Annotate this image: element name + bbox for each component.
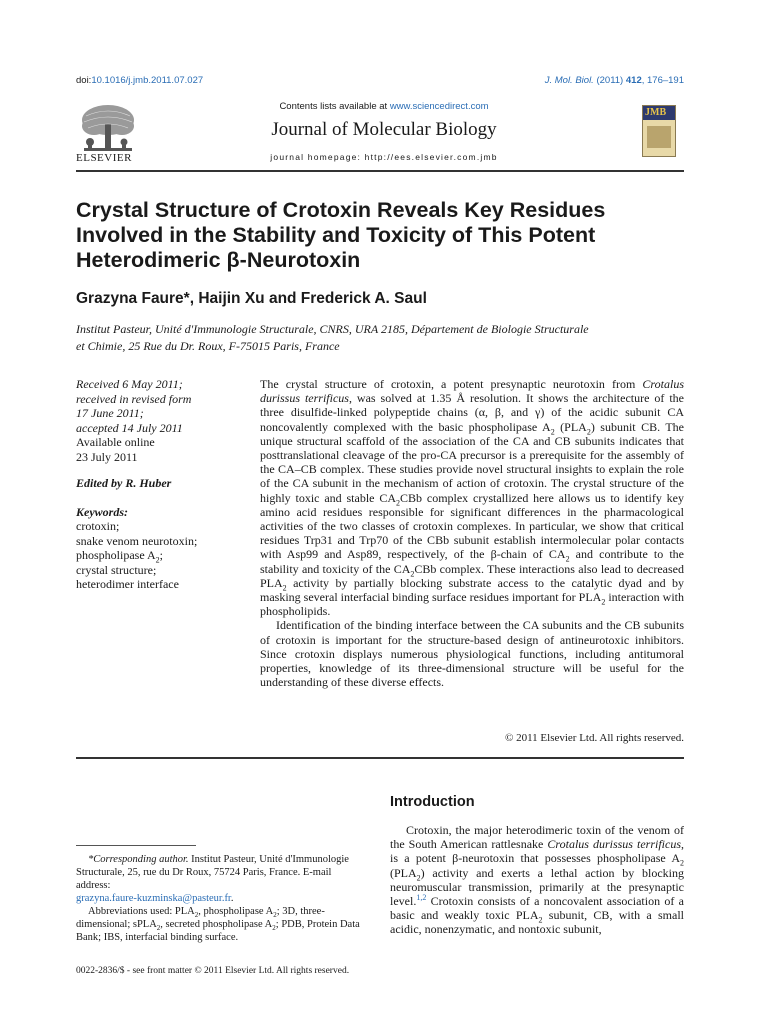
journal-citation bbox=[545, 75, 684, 86]
abstract-paragraph: Identification of the binding interface between the CA subunits and the CB subunits of crotoxin is important for the structure-based design of antineurotoxic inhibitors. Since crotoxin displays numerous physiological functions, including antitumoral properties, knowledge of its three-dimensional structure will be useful for the understanding of these diverse effects. bbox=[260, 618, 684, 690]
subscript: 2 bbox=[396, 498, 401, 508]
body-text: Crotoxin consists of a noncovalent association of a basic and weakly toxic PLA bbox=[390, 894, 684, 923]
contents-prefix: Contents lists available at bbox=[279, 101, 390, 112]
received-date: Received 6 May 2011; bbox=[76, 377, 183, 391]
author-email-link[interactable]: grazyna.faure-kuzminska@pasteur.fr bbox=[76, 893, 231, 904]
edited-by: Edited by R. Huber bbox=[76, 476, 172, 490]
footnote-divider bbox=[76, 845, 196, 846]
subscript: 2 bbox=[550, 427, 555, 436]
footnotes bbox=[76, 853, 366, 944]
author-list: Grazyna Faure*, Haijin Xu and Frederick A. Saul bbox=[76, 290, 427, 307]
abstract-text: interaction with phospholipids. bbox=[260, 590, 684, 619]
keyword-item: snake venom neurotoxin; bbox=[76, 533, 198, 548]
article-title bbox=[76, 198, 696, 273]
abstract-paragraph bbox=[260, 377, 684, 618]
species-name: Crotalus durissus terrificus bbox=[260, 377, 684, 406]
keyword-item: crotoxin; bbox=[76, 519, 120, 533]
title-line: Crystal Structure of Crotoxin Reveals Key Residues bbox=[76, 198, 606, 222]
article-history bbox=[76, 377, 246, 464]
journal-year: (2011) bbox=[596, 75, 624, 86]
journal-abbrev: J. Mol. Biol. bbox=[544, 75, 594, 86]
subscript: 2 bbox=[680, 858, 684, 868]
journal-volume: 412 bbox=[625, 75, 642, 86]
subscript: 2 bbox=[410, 569, 415, 579]
abstract bbox=[260, 377, 684, 689]
keywords-list bbox=[76, 519, 246, 592]
subscript: 2 bbox=[538, 915, 543, 925]
homepage-link[interactable]: http://ees.elsevier.com.jmb bbox=[364, 152, 498, 162]
masthead-divider bbox=[76, 170, 684, 172]
subscript: 2 bbox=[282, 583, 287, 593]
keyword-text: phospholipase A bbox=[76, 548, 156, 562]
subscript: 2 bbox=[565, 554, 570, 564]
keywords-heading: Keywords: bbox=[76, 505, 128, 519]
body-text: ) activity and exerts a lethal action by blocking neuromuscular transmission, primarily at the presynaptic level. bbox=[390, 865, 684, 909]
subscript: 2 bbox=[155, 555, 160, 565]
footnote-text: Abbreviations used: PLA bbox=[88, 906, 195, 917]
publisher-name: ELSEVIER bbox=[76, 152, 132, 164]
body-text: subunit, CB, with a small acidic, nonenzymatic, and nontoxic subunit, bbox=[390, 908, 684, 937]
cover-label: JMB bbox=[645, 107, 667, 118]
sciencedirect-link[interactable]: www.sciencedirect.com bbox=[389, 101, 489, 112]
footnote-text: ; PDB, Protein Data Bank; IBS, interfacial binding surface. bbox=[76, 919, 360, 943]
section-heading-introduction: Introduction bbox=[390, 794, 475, 810]
abstract-text: activity by partially blocking substrate access to the catalytic dyad and by masking several interfacial binding surface residues important for PLA bbox=[260, 575, 684, 605]
footnote-text: Institut Pasteur, Unité d'Immunologie Structurale, 25, rue du Dr Roux, 75724 Paris, France. E-mail address: bbox=[76, 854, 349, 891]
footnote-label: *Corresponding author. bbox=[88, 854, 189, 865]
keyword-item: phospholipase $A_2$; bbox=[76, 548, 164, 565]
title-line: Involved in the Stability and Toxicity of This Potent bbox=[76, 223, 596, 247]
species-name: Crotalus durissus terrificus bbox=[547, 837, 681, 852]
abstract-text: (PLA bbox=[554, 419, 587, 434]
doi-link[interactable]: 10.1016/j.jmb.2011.07.027 bbox=[91, 75, 204, 86]
online-label: Available online bbox=[76, 435, 155, 449]
journal-pages: 176–191 bbox=[647, 75, 684, 86]
revised-date: 17 June 2011; bbox=[76, 406, 144, 420]
subscript: 2 bbox=[272, 924, 276, 933]
abstract-text: and contribute to the stability and toxicity of the CA bbox=[260, 547, 684, 576]
affiliation bbox=[76, 321, 696, 354]
affiliation-line: et Chimie, 25 Rue du Dr. Roux, F-75015 Paris, France bbox=[76, 338, 340, 353]
introduction-paragraph bbox=[390, 823, 684, 937]
body-text: Crotoxin, the major heterodimeric toxin of the venom of the South American rattlesnake bbox=[390, 823, 684, 852]
subscript: 2 bbox=[156, 924, 161, 933]
keyword-item: crystal structure; bbox=[76, 562, 157, 577]
abstract-text: CBb complex. These interactions also lead to decreased PLA bbox=[260, 561, 684, 590]
footnote-text: ; 3D, three-dimensional; sPLA bbox=[76, 906, 325, 930]
affiliation-line: Institut Pasteur, Unité d'Immunologie Structurale, CNRS, URA 2185, Département de Biologie Structurale bbox=[76, 322, 589, 336]
abstract-text: ) subunit CB. The unique structural scaffold of the association of the CA and CB subunits indicates that posttranslational cleavage of the pro-CA precursor is a prerequisite for the assembly of the CA–CB complex. These studies provide novel structural insights to explain the role of the CA subunit in the mechanism of action of crotoxin. The crystal structure of the highly toxic and stable CA bbox=[260, 419, 685, 505]
abstract-copyright: © 2011 Elsevier Ltd. All rights reserved. bbox=[504, 732, 684, 744]
journal-name: Journal of Molecular Biology bbox=[271, 119, 497, 140]
footnote-text: . bbox=[230, 893, 234, 904]
subscript: 2 bbox=[273, 911, 277, 920]
cover-image bbox=[647, 126, 671, 148]
subscript: 2 bbox=[601, 597, 606, 607]
journal-pages-sep: , bbox=[641, 75, 648, 86]
abstract-text: , was solved at 1.35 Å resolution. It shows the architecture of the three disulfide-linked polypeptide chains (α, β, and γ) of the acidic subunit CA noncovalently complexed with the basic phospholipase A bbox=[260, 391, 684, 434]
issn-line: 0022-2836/$ - see front matter © 2011 Elsevier Ltd. All rights reserved. bbox=[76, 966, 350, 976]
doi-prefix: doi: bbox=[76, 75, 92, 86]
abstract-text: The crystal structure of crotoxin, a potent presynaptic neurotoxin from bbox=[260, 377, 643, 391]
footnote-text: , secreted phospholipase A bbox=[160, 919, 273, 930]
revised-label: received in revised form bbox=[76, 391, 192, 406]
abstract-divider bbox=[76, 757, 684, 759]
doi-line bbox=[76, 75, 203, 86]
corresponding-author-note bbox=[76, 853, 366, 905]
subscript: 2 bbox=[416, 873, 421, 882]
abbreviations-note bbox=[76, 905, 366, 944]
subscript: 2 bbox=[194, 911, 199, 920]
abstract-text: CBb complex crystallized here allows us to identify key amino acid residues responsible for significant differences in the pharmacological activities of the two classes of crotoxin complexes. In particular, we show that critical residues Trp31 and Trp70 of the CBb subunit establish intermolecular polar contacts with Asp99 and Asp89, respectively, of the β-chain of CA bbox=[260, 490, 684, 562]
body-text: , is a potent β-neurotoxin that possesses phospholipase A bbox=[390, 837, 684, 866]
title-line: Heterodimeric β-Neurotoxin bbox=[76, 248, 361, 272]
homepage-prefix: journal homepage: bbox=[270, 152, 365, 162]
journal-cover-thumbnail bbox=[642, 105, 676, 157]
citation-ref-link[interactable]: 1,2 bbox=[416, 893, 427, 903]
online-date: 23 July 2011 bbox=[76, 449, 138, 464]
accepted-date: accepted 14 July 2011 bbox=[76, 420, 183, 435]
body-text: (PLA bbox=[390, 865, 417, 880]
keyword-item: heterodimer interface bbox=[76, 577, 179, 591]
footnote-text: , phospholipase A bbox=[198, 906, 274, 917]
subscript: 2 bbox=[586, 427, 591, 436]
